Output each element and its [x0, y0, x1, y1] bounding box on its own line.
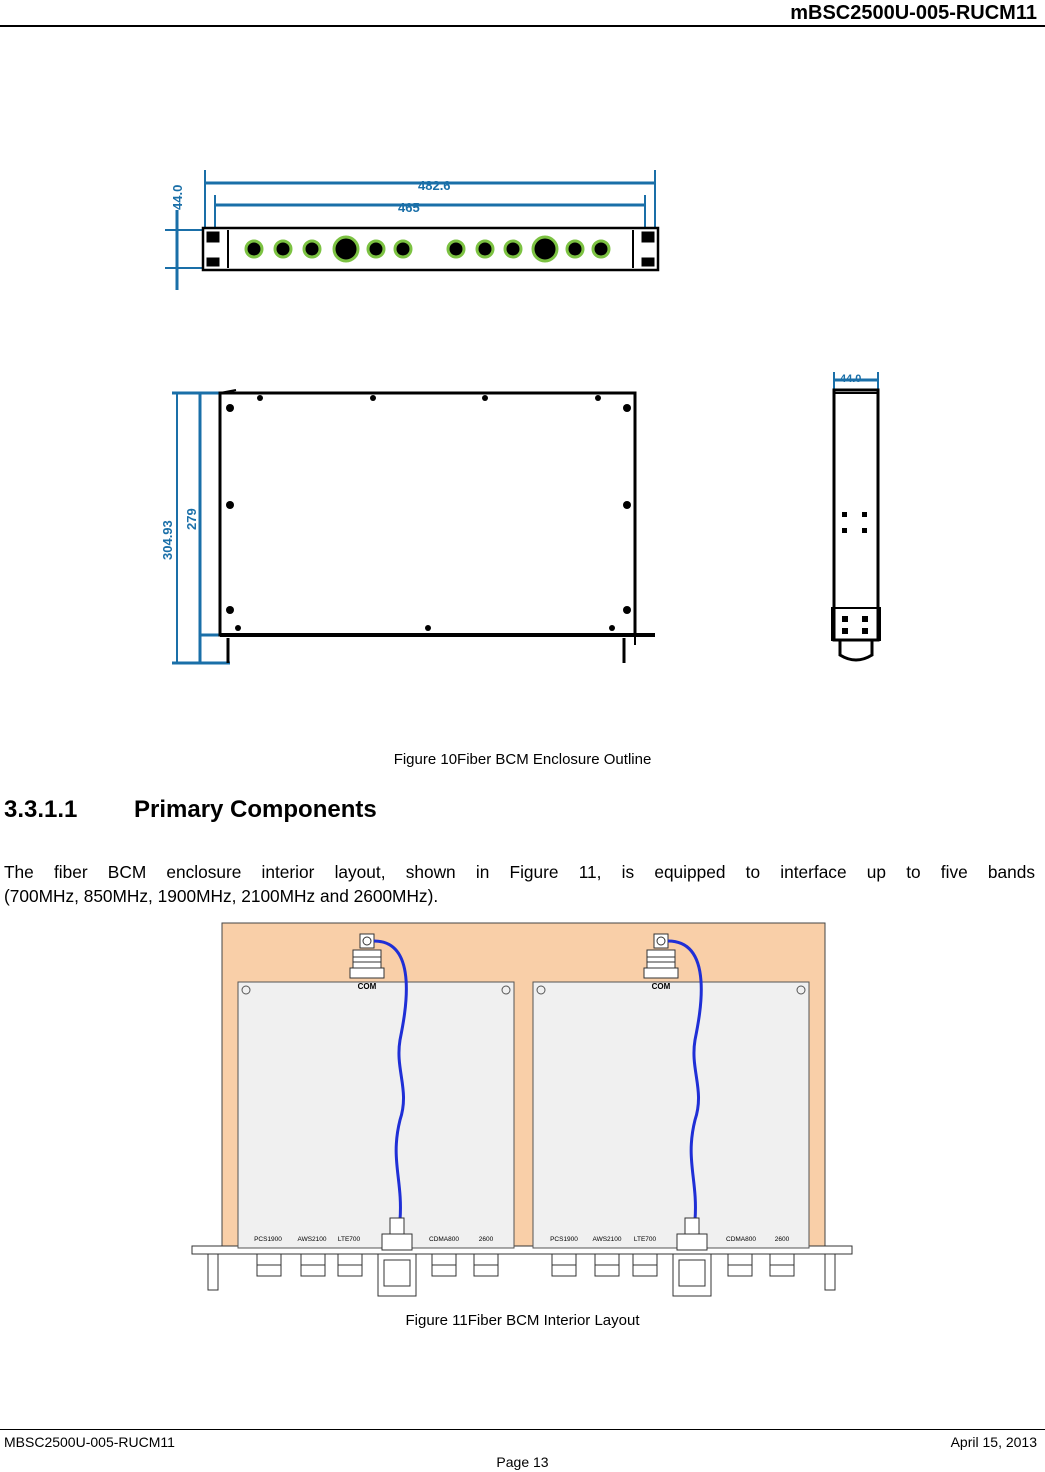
dim-width-inner: 465: [398, 200, 420, 215]
dim-width-outer: 482.6: [418, 178, 451, 193]
enclosure-outline-drawing: [150, 150, 910, 680]
interior-layout-drawing: [190, 920, 855, 1300]
left-port-aws2100: AWS2100: [297, 1236, 327, 1243]
left-module: [238, 934, 514, 1296]
footer-doc-id: MBSC2500U-005-RUCM11: [4, 1434, 175, 1450]
right-port-pcs1900: PCS1900: [550, 1236, 578, 1243]
document-header-title: mBSC2500U-005-RUCM11: [790, 2, 1037, 24]
section-paragraph: [4, 860, 1035, 908]
section-title: Primary Components: [134, 796, 377, 823]
left-port-cdma800: CDMA800: [429, 1236, 459, 1243]
left-port-lte700: LTE700: [337, 1236, 361, 1243]
right-port-aws2100: AWS2100: [592, 1236, 622, 1243]
paragraph-line-2: (700MHz, 850MHz, 1900MHz, 2100MHz and 2600MHz).: [4, 886, 439, 906]
section-number: 3.3.1.1: [4, 796, 78, 823]
section-heading: [4, 796, 377, 824]
left-port-pcs1900: PCS1900: [254, 1236, 282, 1243]
right-com-label: COM: [651, 982, 671, 991]
header-rule: [0, 25, 1045, 27]
dim-side: 44.0: [840, 373, 862, 385]
right-port-cdma800: CDMA800: [726, 1236, 756, 1243]
dim-height: 44.0: [170, 184, 185, 210]
footer-rule: [0, 1429, 1045, 1430]
left-port-2600: 2600: [478, 1236, 494, 1243]
left-com-label: COM: [357, 982, 377, 991]
footer-page-number: Page 13: [496, 1454, 549, 1470]
dim-depth-outer: 304.93: [160, 520, 175, 560]
figure-11-caption: Figure 11Fiber BCM Interior Layout: [405, 1312, 640, 1329]
dim-depth-inner: 279: [184, 508, 199, 530]
right-module: [533, 934, 809, 1296]
right-port-2600: 2600: [774, 1236, 790, 1243]
footer-date: April 15, 2013: [950, 1434, 1037, 1450]
figure-10-caption: Figure 10Fiber BCM Enclosure Outline: [393, 751, 652, 768]
right-port-lte700: LTE700: [633, 1236, 657, 1243]
paragraph-line-1: The fiber BCM enclosure interior layout, shown in Figure 11, is equipped to interface up to five bands: [4, 862, 1035, 882]
